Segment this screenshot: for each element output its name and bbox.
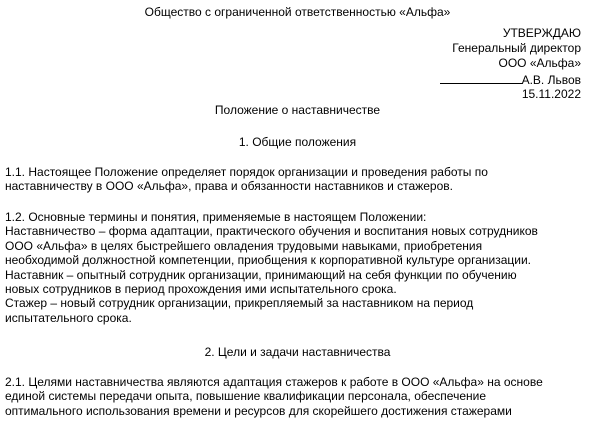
section-title: 1. Общие положения — [238, 135, 357, 149]
section-title: 2. Цели и задачи наставничества — [204, 345, 391, 359]
approval-block — [440, 26, 581, 102]
paragraph-1-1 — [5, 165, 590, 194]
text-line: оптимального использования времени и ресурсов для скорейшего достижения стажерами — [5, 403, 512, 418]
text-line: единой системы передачи опыта, повышение квалификации персонала, обеспечение — [5, 389, 487, 404]
text-line: новых сотрудников в период прохождения ими испытательного срока. — [5, 281, 397, 296]
paragraph-2-1 — [5, 375, 590, 418]
approval-signatory: А.В. Львов — [521, 72, 581, 87]
approval-company: ООО «Альфа» — [498, 56, 581, 71]
text-line: 2.1. Целями наставничества являются адаптация стажеров к работе в ООО «Альфа» на основе — [5, 375, 543, 389]
text-line: испытательного срока. — [5, 310, 132, 325]
text-line: ООО «Альфа» в целях быстрейшего овладения трудовыми навыками, приобретения — [5, 238, 483, 253]
approval-date: 15.11.2022 — [521, 86, 581, 101]
approval-position: Генеральный директор — [452, 41, 581, 56]
text-line: 1.2. Основные термины и понятия, применяемые в настоящем Положении: — [5, 210, 427, 224]
approval-signature-row — [440, 72, 581, 87]
text-line: Стажер – новый сотрудник организации, прикрепляемый за наставником на период — [5, 296, 474, 311]
approval-stamp: УТВЕРЖДАЮ — [502, 26, 581, 40]
organization-name: Общество с ограниченной ответственностью «Альфа» — [144, 5, 451, 19]
signature-line — [440, 72, 522, 84]
paragraph-1-2 — [5, 210, 590, 325]
text-line: Наставник – опытный сотрудник организации, принимающий на себя функции по обучению — [5, 267, 517, 282]
document-title: Положение о наставничестве — [214, 103, 381, 117]
text-line: необходимой должностной компетенции, приобщения к корпоративной культуре организации. — [5, 253, 532, 268]
text-line: наставничеству в ООО «Альфа», права и обязанности наставников и стажеров. — [5, 179, 453, 194]
text-line: Наставничество – форма адаптации, практического обучения и воспитания новых сотрудников — [5, 224, 538, 239]
text-line: 1.1. Настоящее Положение определяет порядок организации и проведения работы по — [5, 165, 488, 179]
